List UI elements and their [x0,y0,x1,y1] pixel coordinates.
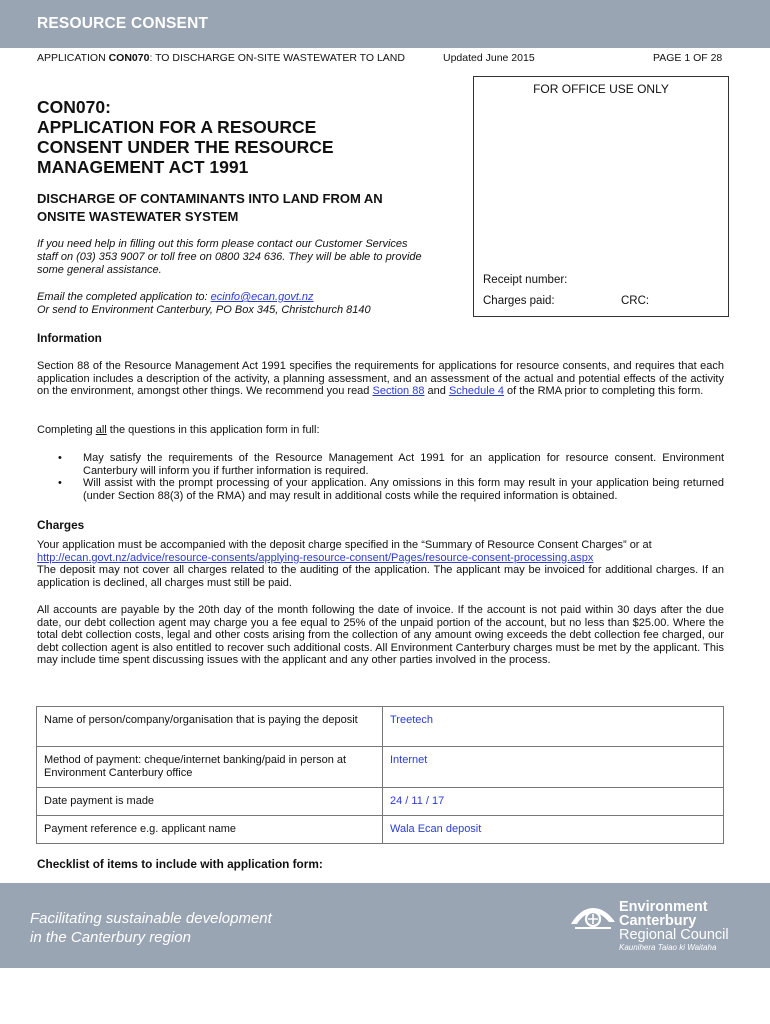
logo-text-maori: Kaunihera Taiao ki Waitaha [619,943,717,952]
payment-reference-value[interactable]: Wala Ecan deposit [383,816,724,844]
bullet-dot-icon: • [58,477,62,489]
checklist-heading: Checklist of items to include with application form: [37,857,323,871]
logo-text-regional-council: Regional Council [619,927,729,943]
bullet-item: • May satisfy the requirements of the Resource Management Act 1991 for an application for resource consent. Environment Canterbury will inform you if further information is required. [58,452,724,477]
submission-info: Email the completed application to: ecinfo@ecan.govt.nz Or send to Environment Canterbury, PO Box 345, Christchurch 8140 [37,291,371,316]
charges-paid-label: Charges paid: [483,295,555,307]
table-row [37,816,724,844]
office-use-title: FOR OFFICE USE ONLY [533,82,669,96]
payer-name-value[interactable]: Treetech [383,707,724,747]
email-link[interactable]: ecinfo@ecan.govt.nz [210,291,314,303]
information-heading: Information [37,331,102,345]
form-subtitle: DISCHARGE OF CONTAMINANTS INTO LAND FROM AN ONSITE WASTEWATER SYSTEM [37,191,383,224]
footer-banner [0,883,770,968]
schedule-4-link[interactable]: Schedule 4 [448,385,504,397]
table-row [37,707,724,747]
top-banner [0,0,770,48]
crc-label: CRC: [621,295,650,307]
payment-details-table [36,706,724,844]
section-88-link[interactable]: Section 88 [372,385,425,397]
updated-date: Updated June 2015 [443,52,535,64]
payment-method-value[interactable]: Internet [383,747,724,788]
form-title: CON070: APPLICATION FOR A RESOURCE CONSENT UNDER THE RESOURCE MANAGEMENT ACT 1991 [37,97,334,177]
charges-paragraph: Your application must be accompanied with the deposit charge specified in the “Summary of Resource Consent Charges” or at http://ecan.govt.nz/advice/resource-consents/applying-resource-consent/Pages/resource-consent-processing.aspx The deposit may not cover all charges related to the auditing of the application. The applicant may be invoiced for additional charges. If an application is declined, all charges must still be paid. [37,539,724,589]
payment-method-label: Method of payment: cheque/internet banking/paid in person at Environment Canterbury office [37,747,383,788]
bullet-item: • Will assist with the prompt processing of your application. Any omissions in this form may result in your application being returned (under Section 88(3) of the RMA) and may result in additional costs while the required information is obtained. [58,477,724,502]
bullet-dot-icon: • [58,452,62,464]
receipt-number-label: Receipt number: [483,274,568,286]
charges-heading: Charges [37,518,85,532]
charges-url-link[interactable]: http://ecan.govt.nz/advice/resource-consents/applying-resource-consent/Pages/resource-consent-processing.aspx [37,551,594,564]
payment-reference-label: Payment reference e.g. applicant name [37,816,383,844]
payment-date-value[interactable]: 24 / 11 / 17 [383,788,724,816]
help-text: If you need help in filling out this form please contact our Customer Services staff on (03) 353 9007 or toll free on 0800 324 636. They will be able to provide some general assistance. [37,238,422,276]
logo-mark-icon [569,902,617,936]
accounts-paragraph: All accounts are payable by the 20th day of the month following the date of invoice. If the account is not paid within 30 days after the due date, our debt collection agent may charge you a fee equal to 25% of the unpaid portion of the account, but no less than $25.00. Where the total debt collection costs, legal and other costs arising from the collection of any amount owing exceeds the debt collection fee charged, our debt collection agent is also entitled to recover such additional costs. All Environment Canterbury charges must be met by the applicant. This may include time spent discussing issues with the applicant and any other parties involved in the process. [37,604,724,666]
logo-text-environment: Environment [619,899,708,915]
information-paragraph: Section 88 of the Resource Management Act 1991 specifies the requirements for applications for resource consents, and requires that each application includes a description of the activity, a planning assessment, and an assessment of the actual and potential effects of the activity on the environment, amongst other things. We recommend you read Section 88 and Schedule 4 of the RMA prior to completing this form. [37,360,724,397]
application-code-line: APPLICATION CON070: TO DISCHARGE ON-SITE WASTEWATER TO LAND [37,52,405,64]
logo-text-canterbury: Canterbury [619,913,697,929]
payer-name-label: Name of person/company/organisation that is paying the deposit [37,707,383,747]
footer-tagline: Facilitating sustainable development in the Canterbury region [30,910,272,946]
environment-canterbury-logo [569,900,739,960]
table-row [37,788,724,816]
page-number: PAGE 1 OF 28 [653,52,723,64]
banner-title: RESOURCE CONSENT [37,15,209,32]
payment-date-label: Date payment is made [37,788,383,816]
completing-paragraph: Completing all the questions in this application form in full: [37,424,320,436]
office-use-box [473,76,729,317]
table-row [37,747,724,788]
